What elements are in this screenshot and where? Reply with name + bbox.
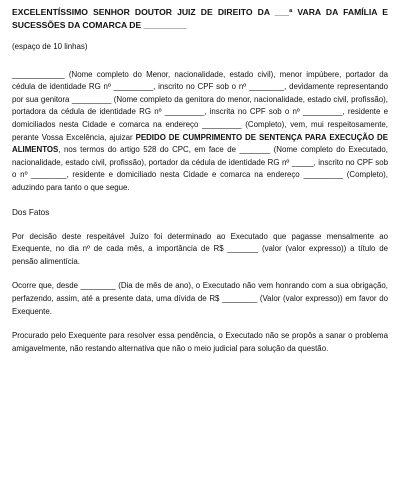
facts-paragraph-1: Por decisão deste respeitável Juízo foi determinado ao Executado que pagasse mensalmente ao Exequente, no dia nº de cada mês, a importância de R$ _______ (valor (valor expresso)) a título de pensão alimentícia. [12, 231, 388, 266]
intro-text-part2: , nos termos do artigo 528 do CPC, em face de _______ (Nome completo do Executado, nacionalidade, estado civil, profissão), portador da cédula de identidade RG nº _____, inscrito no CPF sob o nº ________, residente e domiciliado nesta Cidade e comarca na endereço _________ (Completo), aduzindo para tanto o que segue. [12, 145, 388, 192]
document-page [12, 6, 388, 500]
petition-title: PEDIDO DE CUMPRIMENTO DE SENTENÇA PARA EXECUÇÃO DE ALIMENTOS [12, 132, 389, 155]
document-header: EXCELENTÍSSIMO SENHOR DOUTOR JUIZ DE DIREITO DA ___ª VARA DA FAMÍLIA E SUCESSÕES DA COMARCA DE _________ [12, 7, 388, 30]
facts-paragraph-3: Procurado pelo Exequente para resolver essa pendência, o Executado não se propôs a sanar o problema amigavelmente, não restando alternativa que não o meio judicial para solução da questão. [12, 331, 388, 353]
facts-paragraph-2: Ocorre que, desde ________ (Dia de mês de ano), o Executado não vem honrando com a sua obrigação, perfazendo, assim, até a presente data, uma dívida de R$ ________ (Valor (valor expresso)) em favor do Exequente. [12, 281, 388, 316]
intro-text-part1: ____________ (Nome completo do Menor, nacionalidade, estado civil), menor impúbere, portador da cédula de identidade RG nº _________, inscrito no CPF sob o nº ________, devidamente representando por sua genitora _________ (Nome completo da genitora do menor, nacionalidade, estado civil, profissão), portadora da cédula de identidade RG nº _________, inscrita no CPF sob o nº _________, residente e domiciliados nesta Cidade e comarca na endereço _________ (Completo), vem, mui respeitosamente, perante Vossa Excelência, ajuizar [12, 69, 388, 142]
intro-paragraph [12, 69, 388, 195]
spacing-note: (espaço de 10 linhas) [12, 42, 88, 51]
section-title-facts: Dos Fatos [12, 207, 50, 217]
